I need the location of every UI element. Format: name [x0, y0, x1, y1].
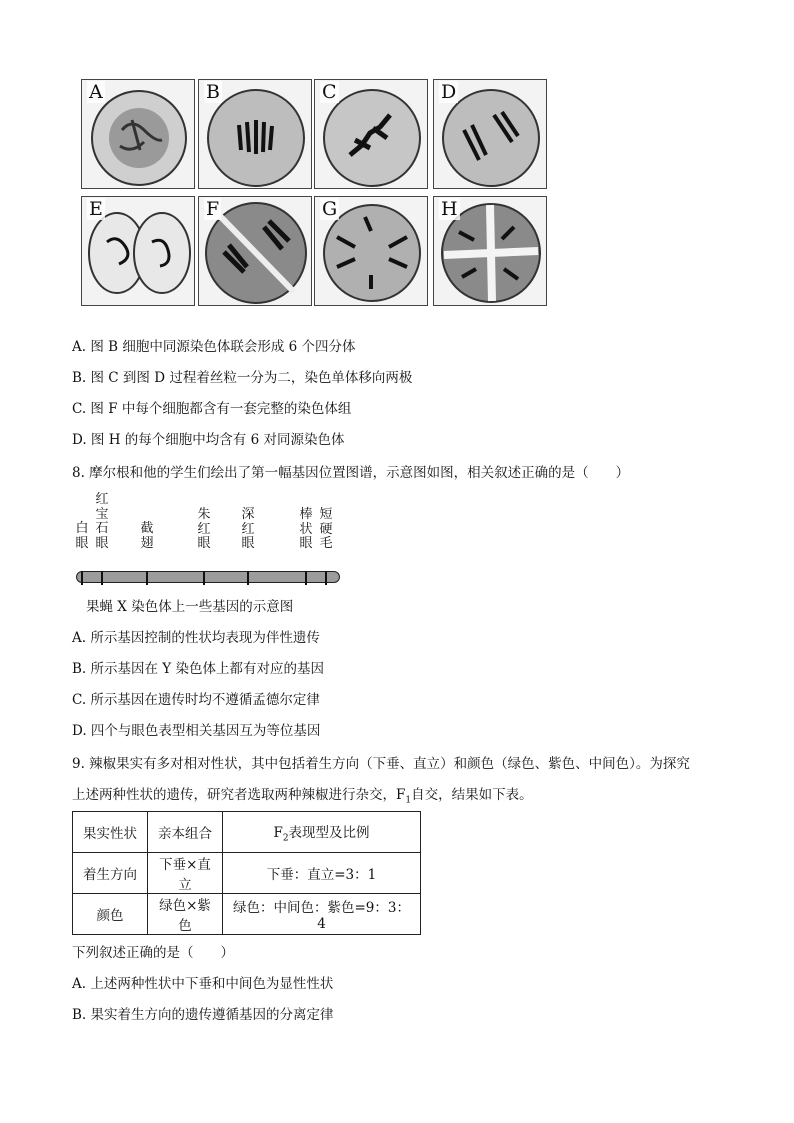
gene-label-carmine-eye: 深 红 眼: [241, 507, 255, 551]
table-cell: 下垂×直立: [148, 853, 223, 894]
table-row: [73, 853, 421, 894]
cell-image-d: [433, 79, 547, 189]
gene-label-vermilion-eye: 朱 红 眼: [197, 507, 211, 551]
cell-image-e: [81, 196, 195, 306]
q7-option-d: D. 图 H 的每个细胞中均含有 6 对同源染色体: [72, 432, 345, 448]
gene-locus-tick: [325, 571, 327, 585]
q8-stem: 8. 摩尔根和他的学生们绘出了第一幅基因位置图谱，示意图如图，相关叙述正确的是（ ）: [72, 465, 630, 481]
cell-label: C: [322, 81, 337, 103]
gene-label-short-bristle: 短 硬 毛: [319, 507, 333, 551]
table-row: [73, 894, 421, 935]
cell-label: H: [441, 198, 458, 220]
q7-option-c: C. 图 F 中每个细胞都含有一套完整的染色体组: [72, 401, 352, 417]
q8-option-a: A. 所示基因控制的性状均表现为伴性遗传: [72, 630, 320, 646]
cell-image-c: [314, 79, 428, 189]
q8-option-d: D. 四个与眼色表型相关基因互为等位基因: [72, 723, 321, 739]
cell-label: F: [206, 198, 220, 220]
gene-locus-tick: [247, 571, 249, 585]
table-header-cell: $F_2$表现型及比例: [223, 812, 421, 853]
q9-option-b: B. 果实着生方向的遗传遵循基因的分离定律: [72, 1007, 334, 1023]
q9-stem-line1: 9. 辣椒果实有多对相对性状，其中包括着生方向（下垂、直立）和颜色（绿色、紫色、中间色）。为探究: [72, 756, 690, 772]
table-header-cell: 亲本组合: [148, 812, 223, 853]
cell-image-g: [314, 196, 428, 306]
gene-locus-tick: [81, 571, 83, 585]
gene-label-ruby-eye: 红 宝 石 眼: [95, 492, 109, 551]
cell-image-h: [433, 196, 547, 306]
cell-image-a: [81, 79, 195, 189]
cell-image-f: [198, 196, 312, 306]
gene-locus-tick: [146, 571, 148, 585]
x-chromosome-bar: [76, 571, 340, 583]
gene-locus-tick: [101, 571, 103, 585]
table-cell: 着生方向: [73, 853, 148, 894]
q9-stem-line2: 上述两种性状的遗传，研究者选取两种辣椒进行杂交，$F_1$自交，结果如下表。: [72, 787, 533, 806]
cell-label: G: [322, 198, 338, 220]
table-cell: 下垂：直立=3：1: [223, 853, 421, 894]
cell-label: A: [89, 81, 103, 103]
q8-option-b: B. 所示基因在 Y 染色体上都有对应的基因: [72, 661, 324, 677]
gene-label-cut-wing: 截 翅: [140, 521, 154, 551]
q7-option-a: A. 图 B 细胞中同源染色体联会形成 6 个四分体: [72, 339, 356, 355]
table-header-row: [73, 812, 421, 853]
gene-label-white-eye: 白 眼: [75, 521, 89, 551]
table-cell: 绿色：中间色：紫色=9：3：4: [223, 894, 421, 935]
q8-option-c: C. 所示基因在遗传时均不遵循孟德尔定律: [72, 692, 320, 708]
table-header-cell: 果实性状: [73, 812, 148, 853]
gene-locus-tick: [203, 571, 205, 585]
q9-option-a: A. 上述两种性状中下垂和中间色为显性性状: [72, 976, 334, 992]
cell-label: D: [441, 81, 457, 103]
gene-label-bar-eye: 棒 状 眼: [299, 507, 313, 551]
q9-question: 下列叙述正确的是（ ）: [72, 945, 234, 961]
results-table: [72, 811, 421, 935]
table-cell: 绿色×紫色: [148, 894, 223, 935]
gene-map-caption: 果蝇 X 染色体上一些基因的示意图: [86, 599, 294, 615]
q7-option-b: B. 图 C 到图 D 过程着丝粒一分为二，染色单体移向两极: [72, 370, 413, 386]
cell-label: B: [206, 81, 220, 103]
cell-image-b: [198, 79, 312, 189]
gene-locus-tick: [305, 571, 307, 585]
cell-label: E: [89, 198, 103, 220]
table-cell: 颜色: [73, 894, 148, 935]
